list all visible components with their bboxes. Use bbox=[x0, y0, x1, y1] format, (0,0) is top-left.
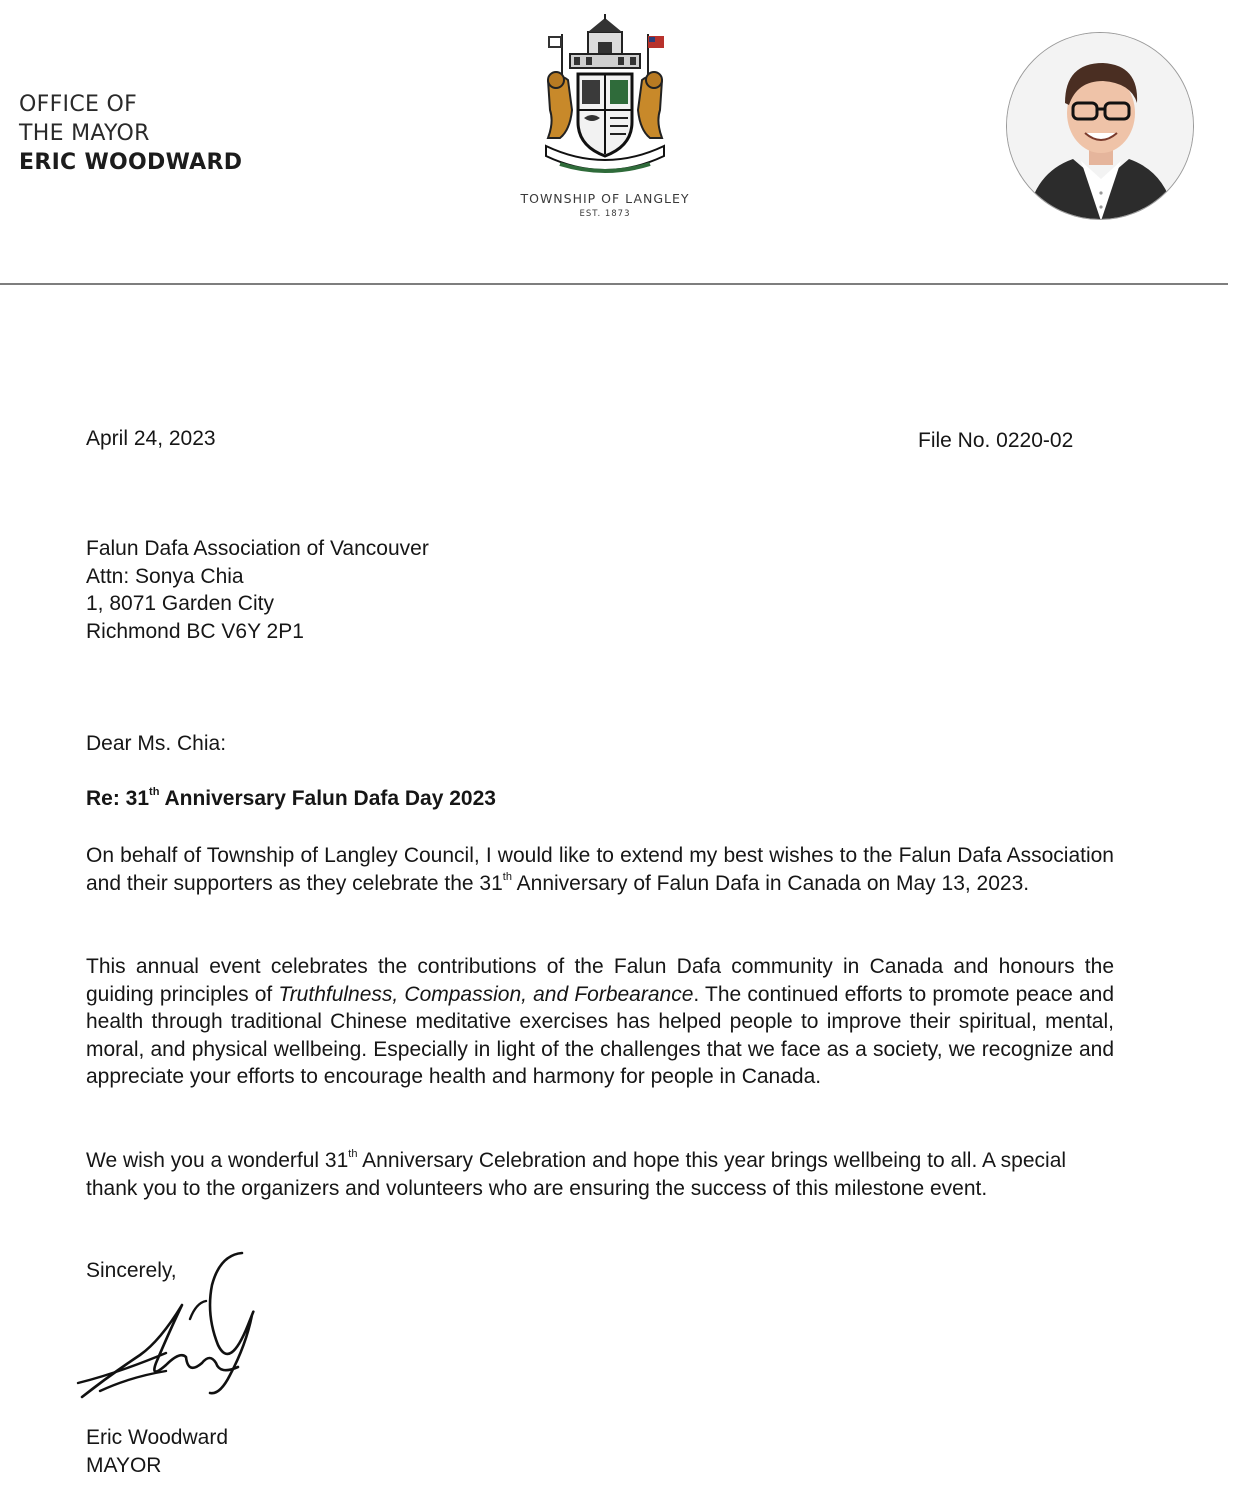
salutation: Dear Ms. Chia: bbox=[86, 732, 227, 755]
letter-date: April 24, 2023 bbox=[86, 427, 216, 450]
recipient-street: 1, 8071 Garden City bbox=[86, 592, 274, 615]
handwritten-signature-icon bbox=[70, 1245, 270, 1410]
mayor-portrait bbox=[1006, 32, 1194, 220]
office-line-1: OFFICE OF bbox=[19, 92, 138, 117]
signatory-name: Eric Woodward bbox=[86, 1426, 228, 1449]
subject-rest: Anniversary Falun Dafa Day 2023 bbox=[159, 787, 496, 810]
guiding-principles: Truthfulness, Compassion, and Forbearance bbox=[278, 982, 694, 1006]
signatory-title: MAYOR bbox=[86, 1454, 162, 1477]
township-crest-icon bbox=[540, 14, 670, 179]
recipient-address bbox=[86, 535, 429, 645]
mayor-name-heading: ERIC WOODWARD bbox=[19, 150, 243, 175]
office-of-mayor-block bbox=[19, 90, 242, 177]
letterhead-divider bbox=[0, 283, 1228, 285]
paragraph-3-part-a: We wish you a wonderful 31 bbox=[86, 1149, 349, 1172]
paragraph-2-part-b: . The continued efforts to promote peace and health through traditional Chinese meditative exercises has helped people to improve their spiritual, mental, moral, and physical wellbeing. Especially in light of the challenges that we face as a society, we recognize and appreciate your efforts to encourage health and harmony for people in Canada. bbox=[86, 982, 1114, 1088]
closing: Sincerely, bbox=[86, 1259, 177, 1282]
mayor-portrait-icon bbox=[1007, 33, 1194, 220]
paragraph-1-ordinal: th bbox=[502, 870, 512, 883]
office-line-2: THE MAYOR bbox=[19, 121, 150, 146]
recipient-city: Richmond BC V6Y 2P1 bbox=[86, 619, 304, 643]
signature bbox=[70, 1245, 270, 1415]
paragraph-1-part-b: Anniversary of Falun Dafa in Canada on May 13, 2023. bbox=[511, 871, 1030, 895]
paragraph-3-part-b: Anniversary Celebration and hope this year brings wellbeing to all. A special thank you to the organizers and volunteers who are ensuring the success of this milestone event. bbox=[86, 1149, 1067, 1200]
paragraph-1 bbox=[86, 842, 1114, 897]
subject-line bbox=[86, 785, 496, 812]
subject-ordinal: th bbox=[149, 786, 160, 798]
paragraph-2 bbox=[86, 953, 1114, 1091]
township-crest-block bbox=[500, 14, 710, 219]
subject-prefix: Re: 31 bbox=[86, 787, 150, 810]
paragraph-2-part-a: This annual event celebrates the contributions of the Falun Dafa community in Canada and honours the guiding principles of bbox=[86, 955, 1114, 1006]
paragraph-3-ordinal: th bbox=[348, 1148, 358, 1160]
signatory-block bbox=[86, 1424, 228, 1480]
paragraph-3 bbox=[86, 1147, 1096, 1202]
township-name: TOWNSHIP OF LANGLEY bbox=[520, 191, 690, 206]
established-year: EST. 1873 bbox=[579, 209, 631, 219]
file-number: File No. 0220-02 bbox=[918, 429, 1074, 452]
recipient-organization: Falun Dafa Association of Vancouver bbox=[86, 537, 429, 560]
paragraph-1-part-a: On behalf of Township of Langley Council, I would like to extend my best wishes to the Falun Dafa Association and their supporters as they celebrate the 31 bbox=[86, 844, 1114, 895]
recipient-attention: Attn: Sonya Chia bbox=[86, 564, 244, 588]
